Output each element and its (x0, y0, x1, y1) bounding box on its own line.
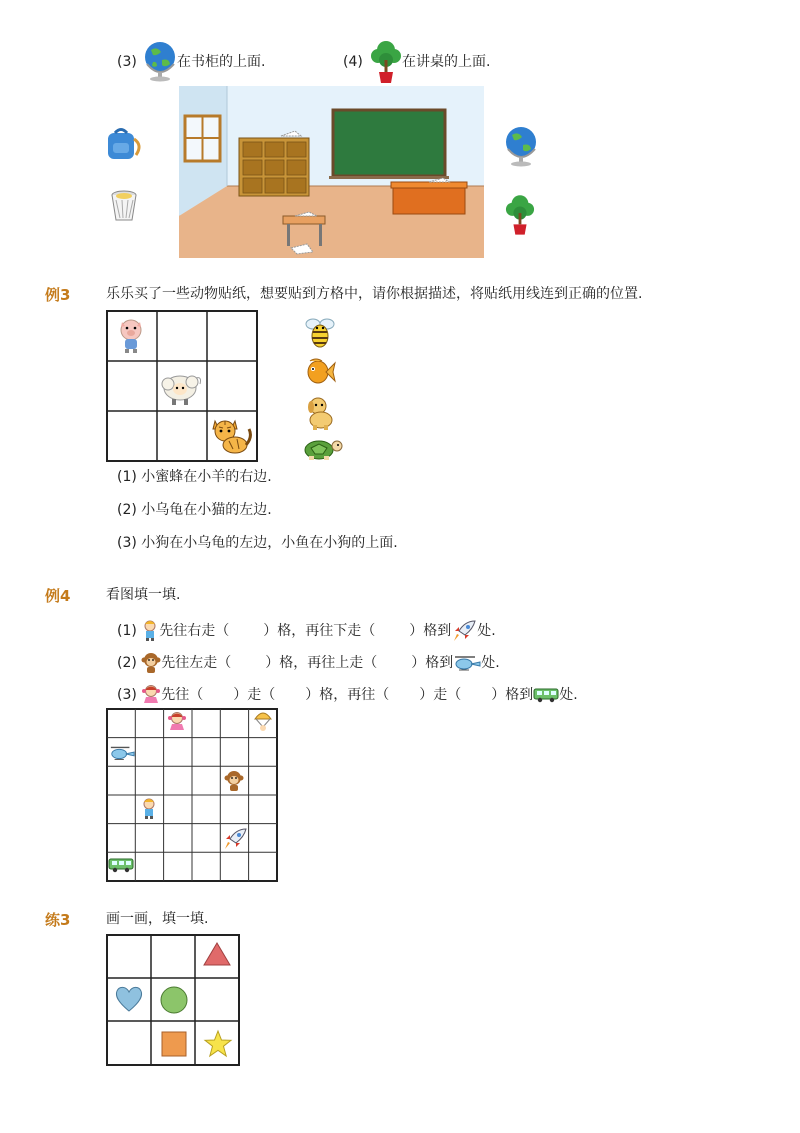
q2-part-d: 处. (481, 655, 500, 671)
q2-part-c: ）格到 (411, 655, 454, 671)
rocket-icon (451, 619, 477, 643)
q2-number: (2) (117, 655, 137, 671)
square-shape (160, 1030, 188, 1058)
q1-number: (1) (117, 623, 137, 639)
example-4-q3 (117, 684, 578, 706)
grid-boy-icon (140, 798, 158, 820)
dog-icon (304, 395, 336, 431)
grid-rocket-icon (222, 827, 248, 851)
example-3-clue-3: (3) 小狗在小乌龟的左边，小鱼在小狗的上面. (117, 535, 398, 551)
boy-icon (141, 620, 159, 642)
route-grid (106, 708, 278, 882)
bee-icon (304, 314, 336, 350)
example-3-clue-1: (1) 小蜜蜂在小羊的右边. (117, 469, 272, 485)
q3-part-f: 处. (559, 687, 578, 703)
helicopter-icon (453, 654, 481, 672)
turtle-icon (302, 436, 344, 462)
classroom-illustration (179, 86, 484, 258)
q3-part-b: ）走（ (233, 687, 276, 703)
grid-bus-icon (108, 857, 134, 873)
example-4-q2 (117, 652, 500, 674)
q2-part-a: 先往左走（ (161, 655, 232, 671)
grid-girl-icon (167, 711, 187, 733)
q1-part-c: ）格到 (409, 623, 452, 639)
q2-part-b: ）格，再往上走（ (265, 655, 378, 671)
backpack-icon (105, 127, 145, 161)
item-4-number: (4) (343, 54, 363, 70)
grid-parachute-icon (254, 711, 272, 733)
monkey-icon (141, 652, 161, 674)
pig-icon (116, 318, 146, 354)
wastebasket-icon (110, 190, 138, 222)
heart-shape (114, 984, 144, 1014)
grid-helicopter-icon (109, 744, 135, 762)
item-3-text: 在书柜的上面. (177, 54, 266, 70)
sheep-icon (158, 368, 204, 408)
q1-part-a: 先往右走（ (159, 623, 230, 639)
example-3-clue-2: (2) 小乌龟在小猫的左边. (117, 502, 272, 518)
item-3-number: (3) (117, 54, 137, 70)
q1-part-b: ）格，再往下走（ (263, 623, 376, 639)
item-4-text: 在讲桌的上面. (402, 54, 491, 70)
globe-sticker-icon (504, 125, 538, 167)
plant-icon (370, 38, 402, 84)
circle-shape (159, 985, 189, 1015)
plant-sticker-icon (505, 192, 535, 236)
q3-part-a: 先往（ (161, 687, 204, 703)
triangle-shape (202, 941, 232, 967)
example-4-instruction: 看图填一填. (106, 587, 181, 603)
example-3-instruction: 乐乐买了一些动物贴纸，想要贴到方格中，请你根据描述，将贴纸用线连到正确的位置. (106, 286, 643, 302)
example-4-label: 例4 (45, 587, 71, 605)
star-shape (203, 1029, 233, 1059)
fish-icon (304, 355, 336, 389)
practice-3-instruction: 画一画，填一填. (106, 911, 209, 927)
example-3-label: 例3 (45, 286, 71, 304)
girl-icon (141, 684, 161, 706)
grid-monkey-icon (224, 770, 244, 792)
q3-part-e: ）格到 (491, 687, 534, 703)
q1-part-d: 处. (477, 623, 496, 639)
q3-number: (3) (117, 687, 137, 703)
bus-icon (533, 687, 559, 703)
example-4-q1 (117, 619, 496, 643)
q3-part-c: ）格，再往（ (305, 687, 390, 703)
globe-icon (143, 40, 177, 82)
practice-3-label: 练3 (45, 911, 71, 929)
q3-part-d: ）走（ (419, 687, 462, 703)
cat-icon (209, 415, 253, 457)
